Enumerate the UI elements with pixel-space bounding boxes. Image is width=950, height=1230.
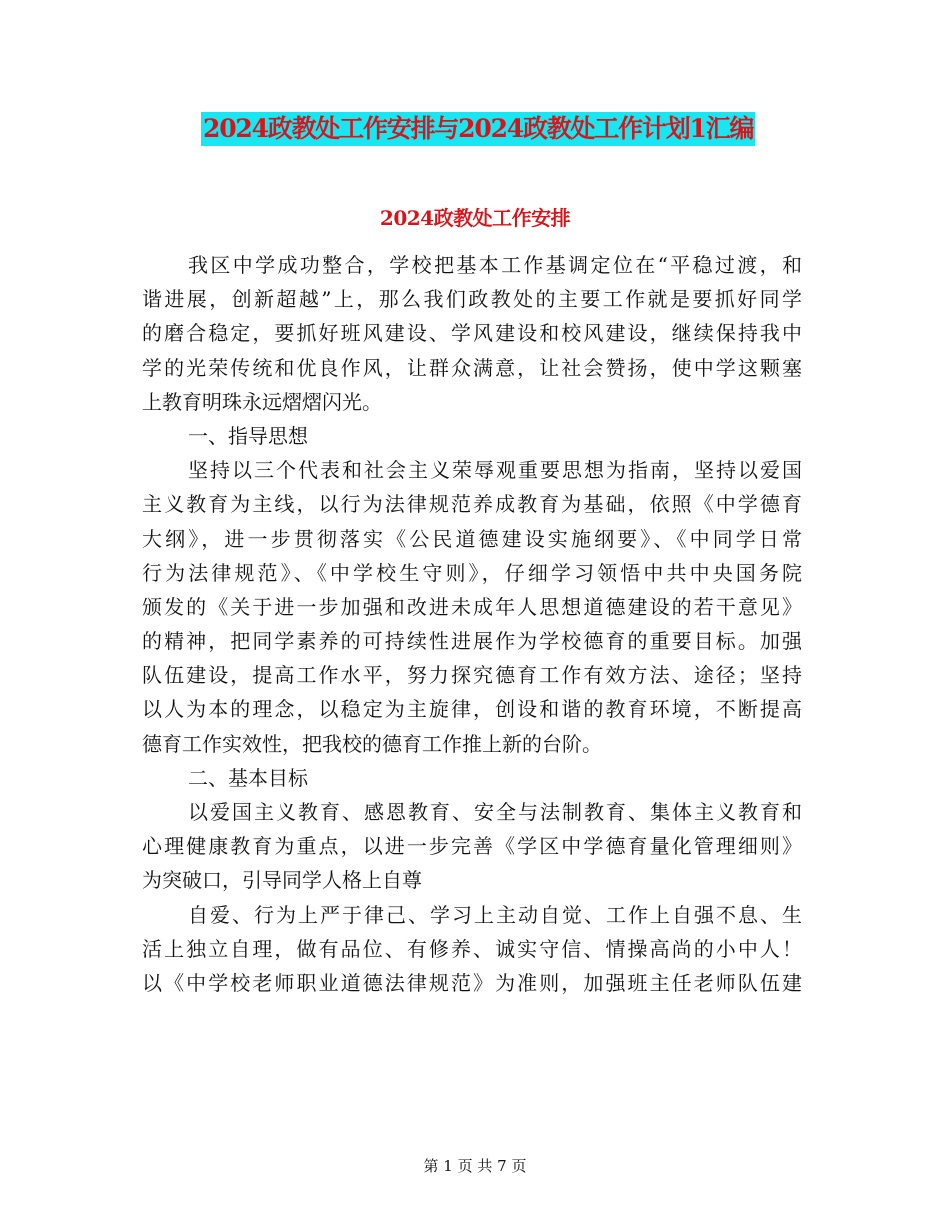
text-line: 的磨合稳定，要抓好班风建设、学风建设和校风建设，继续保持我中 bbox=[142, 321, 802, 346]
text-line: 二、基本目标 bbox=[188, 765, 308, 790]
text-line: 坚持以三个代表和社会主义荣辱观重要思想为指南，坚持以爱国 bbox=[188, 458, 802, 483]
text-line: 行为法律规范》、《中学校生守则》，仔细学习领悟中共中央国务院 bbox=[142, 560, 802, 585]
text-line: 以爱国主义教育、感恩教育、安全与法制教育、集体主义教育和 bbox=[188, 800, 802, 824]
text-line: 大纲》，进一步贯彻落实《公民道德建设实施纲要》、《中同学日常 bbox=[142, 526, 802, 551]
text-line: 学的光荣传统和优良作风，让群众满意，让社会赞扬，使中学这颗塞 bbox=[142, 355, 802, 380]
document-title: 2024政教处工作安排与2024政教处工作计划1汇编 bbox=[201, 112, 755, 146]
text-line: 一、指导思想 bbox=[188, 423, 308, 448]
text-line: 谐进展，创新超越”上，那么我们政教处的主要工作就是要抓好同学 bbox=[142, 287, 802, 312]
section-title: 2024政教处工作安排 bbox=[379, 206, 571, 230]
text-line: 以《中学校老师职业道德法律规范》为准则，加强班主任老师队伍建 bbox=[142, 970, 802, 995]
text-line: 心理健康教育为重点，以进一步完善《学区中学德育量化管理细则》 bbox=[142, 834, 802, 859]
page-footer: 第 1 页 共 7 页 bbox=[423, 1157, 527, 1175]
text-line: 上教育明珠永远熠熠闪光。 bbox=[142, 389, 382, 414]
text-line: 颁发的《关于进一步加强和改进未成年人思想道德建设的若干意见》 bbox=[142, 594, 802, 619]
text-line: 活上独立自理，做有品位、有修养、诚实守信、情操高尚的小中人！ bbox=[142, 936, 802, 961]
document-body bbox=[142, 248, 802, 1000]
text-line: 自爱、行为上严于律己、学习上主动自觉、工作上自强不息、生 bbox=[188, 902, 802, 927]
text-line: 为突破口，引导同学人格上自尊 bbox=[142, 868, 422, 893]
text-line: 主义教育为主线，以行为法律规范养成教育为基础，依照《中学德育 bbox=[142, 492, 802, 517]
text-line: 以人为本的理念，以稳定为主旋律，创设和谐的教育环境，不断提高 bbox=[142, 697, 802, 722]
text-line: 德育工作实效性，把我校的德育工作推上新的台阶。 bbox=[142, 731, 602, 756]
text-line: 我区中学成功整合，学校把基本工作基调定位在“平稳过渡，和 bbox=[188, 253, 802, 277]
text-line: 队伍建设，提高工作水平，努力探究德育工作有效方法、途径；坚持 bbox=[142, 663, 802, 688]
text-line: 的精神，把同学素养的可持续性进展作为学校德育的重要目标。加强 bbox=[142, 629, 802, 654]
